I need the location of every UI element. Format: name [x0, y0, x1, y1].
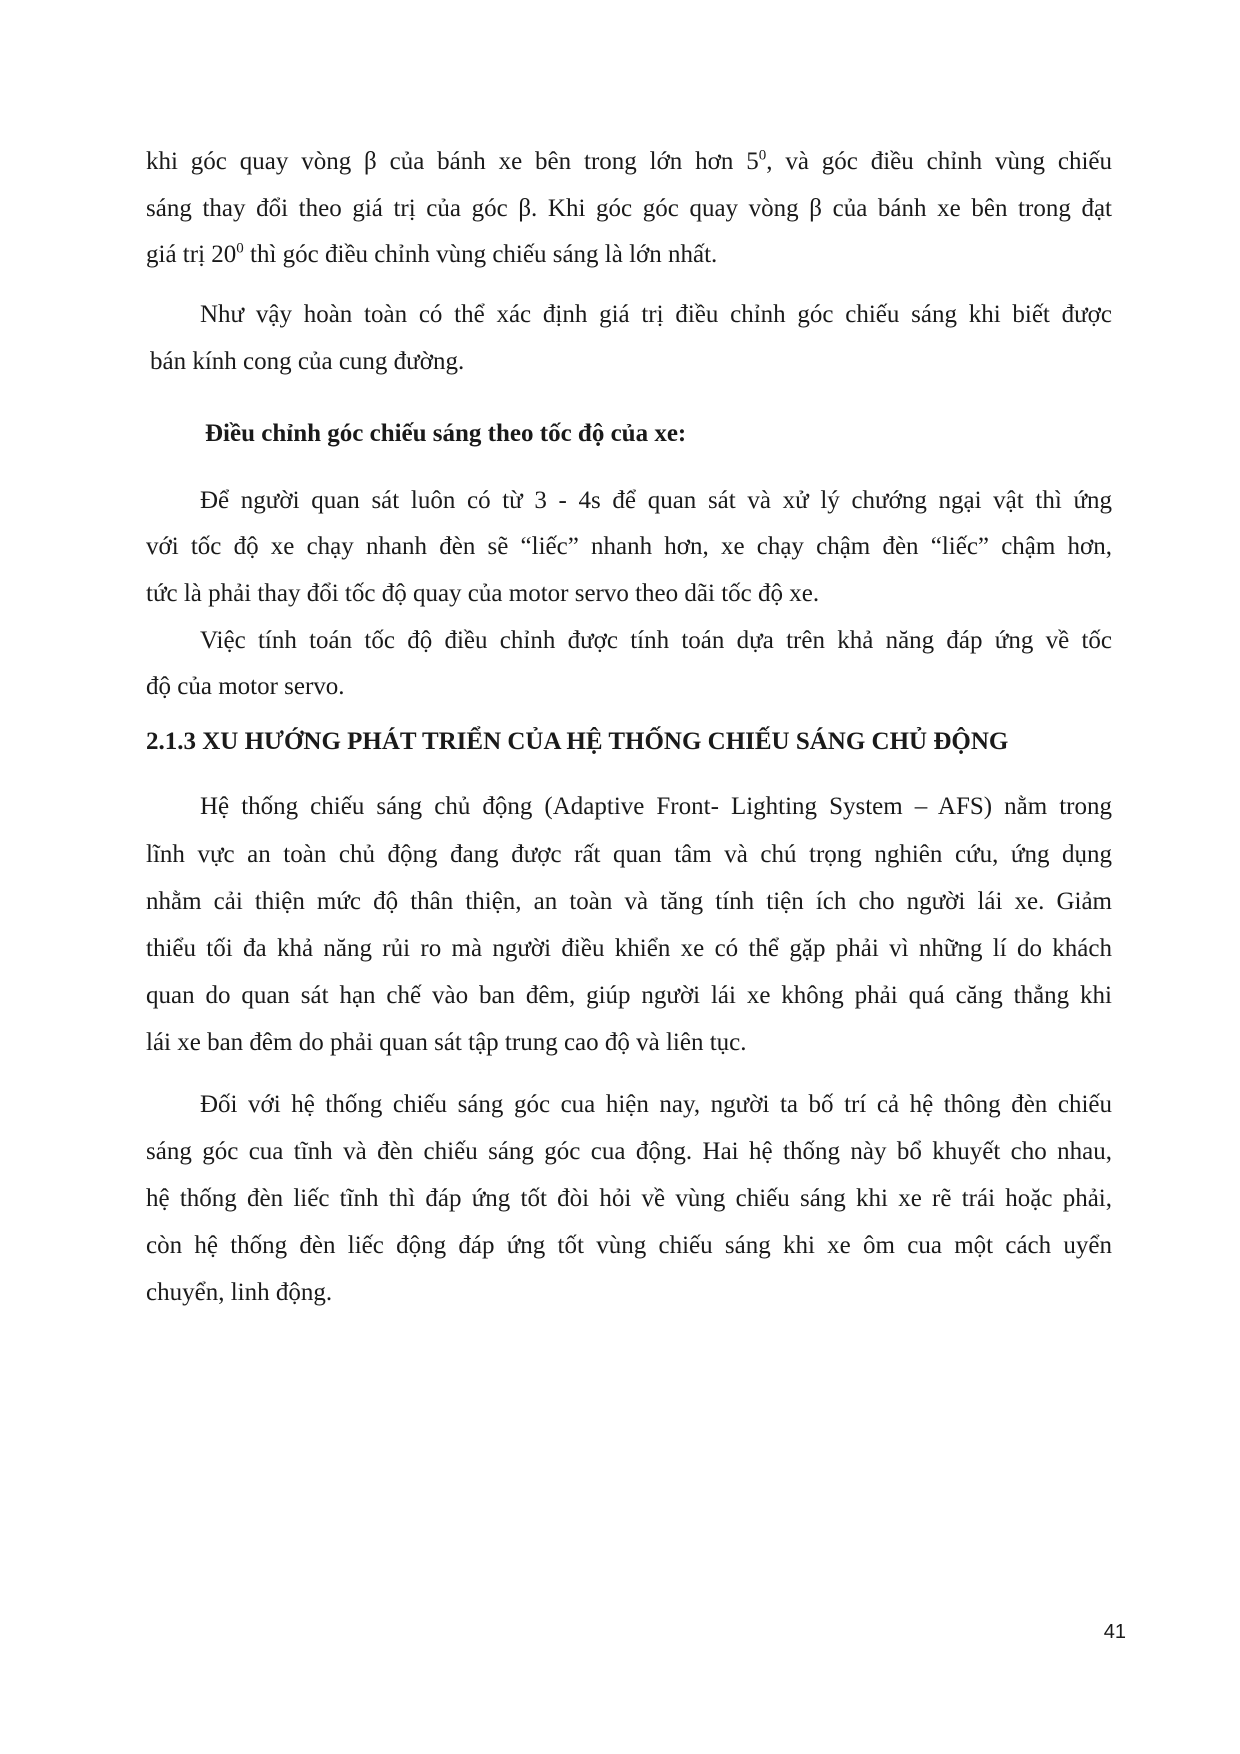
superscript: 0	[236, 240, 244, 257]
paragraph-line: Việc tính toán tốc độ điều chỉnh được tính toán dựa trên khả năng đáp ứng về tốc	[200, 627, 1112, 654]
text-segment: giá trị 20	[146, 241, 237, 268]
paragraph-line: thiểu tối đa khả năng rủi ro mà người điều khiển xe có thể gặp phải vì những lí do khách	[146, 935, 1112, 962]
section-heading: 2.1.3 XU HƯỚNG PHÁT TRIỂN CỦA HỆ THỐNG CHIẾU SÁNG CHỦ ĐỘNG	[146, 728, 1009, 755]
paragraph-line: sáng thay đổi theo giá trị của góc β. Khi góc góc quay vòng β của bánh xe bên trong đạt	[146, 195, 1112, 222]
paragraph-line: Đối với hệ thống chiếu sáng góc cua hiện nay, người ta bố trí cả hệ thông đèn chiếu	[200, 1091, 1112, 1118]
paragraph-line: hệ thống đèn liếc tĩnh thì đáp ứng tốt đòi hỏi về vùng chiếu sáng khi xe rẽ trái hoặc phải,	[146, 1185, 1112, 1212]
paragraph-line: quan do quan sát hạn chế vào ban đêm, giúp người lái xe không phải quá căng thẳng khi	[146, 982, 1112, 1009]
paragraph-line: tức là phải thay đổi tốc độ quay của motor servo theo dãi tốc độ xe.	[146, 580, 820, 607]
paragraph-line: chuyển, linh động.	[146, 1279, 333, 1306]
text-segment: thì góc điều chỉnh vùng chiếu sáng là lớn nhất.	[243, 241, 718, 268]
text-segment: , và góc điều chỉnh vùng chiếu	[766, 148, 1112, 175]
paragraph-line	[146, 147, 1112, 177]
paragraph-line: bán kính cong của cung đường.	[150, 348, 465, 375]
paragraph-line: Hệ thống chiếu sáng chủ động (Adaptive Front- Lighting System – AFS) nằm trong	[200, 793, 1112, 820]
paragraph-line: nhằm cải thiện mức độ thân thiện, an toàn và tăng tính tiện ích cho người lái xe. Giảm	[146, 888, 1112, 915]
text-segment: khi góc quay vòng β của bánh xe bên trong lớn hơn 5	[146, 148, 759, 175]
paragraph-line: lĩnh vực an toàn chủ động đang được rất quan tâm và chú trọng nghiên cứu, ứng dụng	[146, 841, 1112, 868]
paragraph-line: còn hệ thống đèn liếc động đáp ứng tốt vùng chiếu sáng khi xe ôm cua một cách uyển	[146, 1232, 1112, 1259]
paragraph-line: Để người quan sát luôn có từ 3 - 4s để quan sát và xử lý chướng ngại vật thì ứng	[200, 487, 1112, 514]
page-number: 41	[1103, 1621, 1126, 1643]
paragraph-line: với tốc độ xe chạy nhanh đèn sẽ “liếc” nhanh hơn, xe chạy chậm đèn “liếc” chậm hơn,	[146, 533, 1112, 560]
paragraph-line: độ của motor servo.	[146, 673, 345, 700]
paragraph-line: Như vậy hoàn toàn có thể xác định giá trị điều chỉnh góc chiếu sáng khi biết được	[200, 301, 1112, 328]
paragraph-line: sáng góc cua tĩnh và đèn chiếu sáng góc cua động. Hai hệ thống này bổ khuyết cho nhau,	[146, 1138, 1112, 1165]
subheading: Điều chỉnh góc chiếu sáng theo tốc độ của xe:	[205, 420, 687, 447]
paragraph-line: lái xe ban đêm do phải quan sát tập trung cao độ và liên tục.	[146, 1029, 747, 1056]
superscript: 0	[758, 147, 767, 164]
paragraph-line	[146, 240, 1112, 270]
